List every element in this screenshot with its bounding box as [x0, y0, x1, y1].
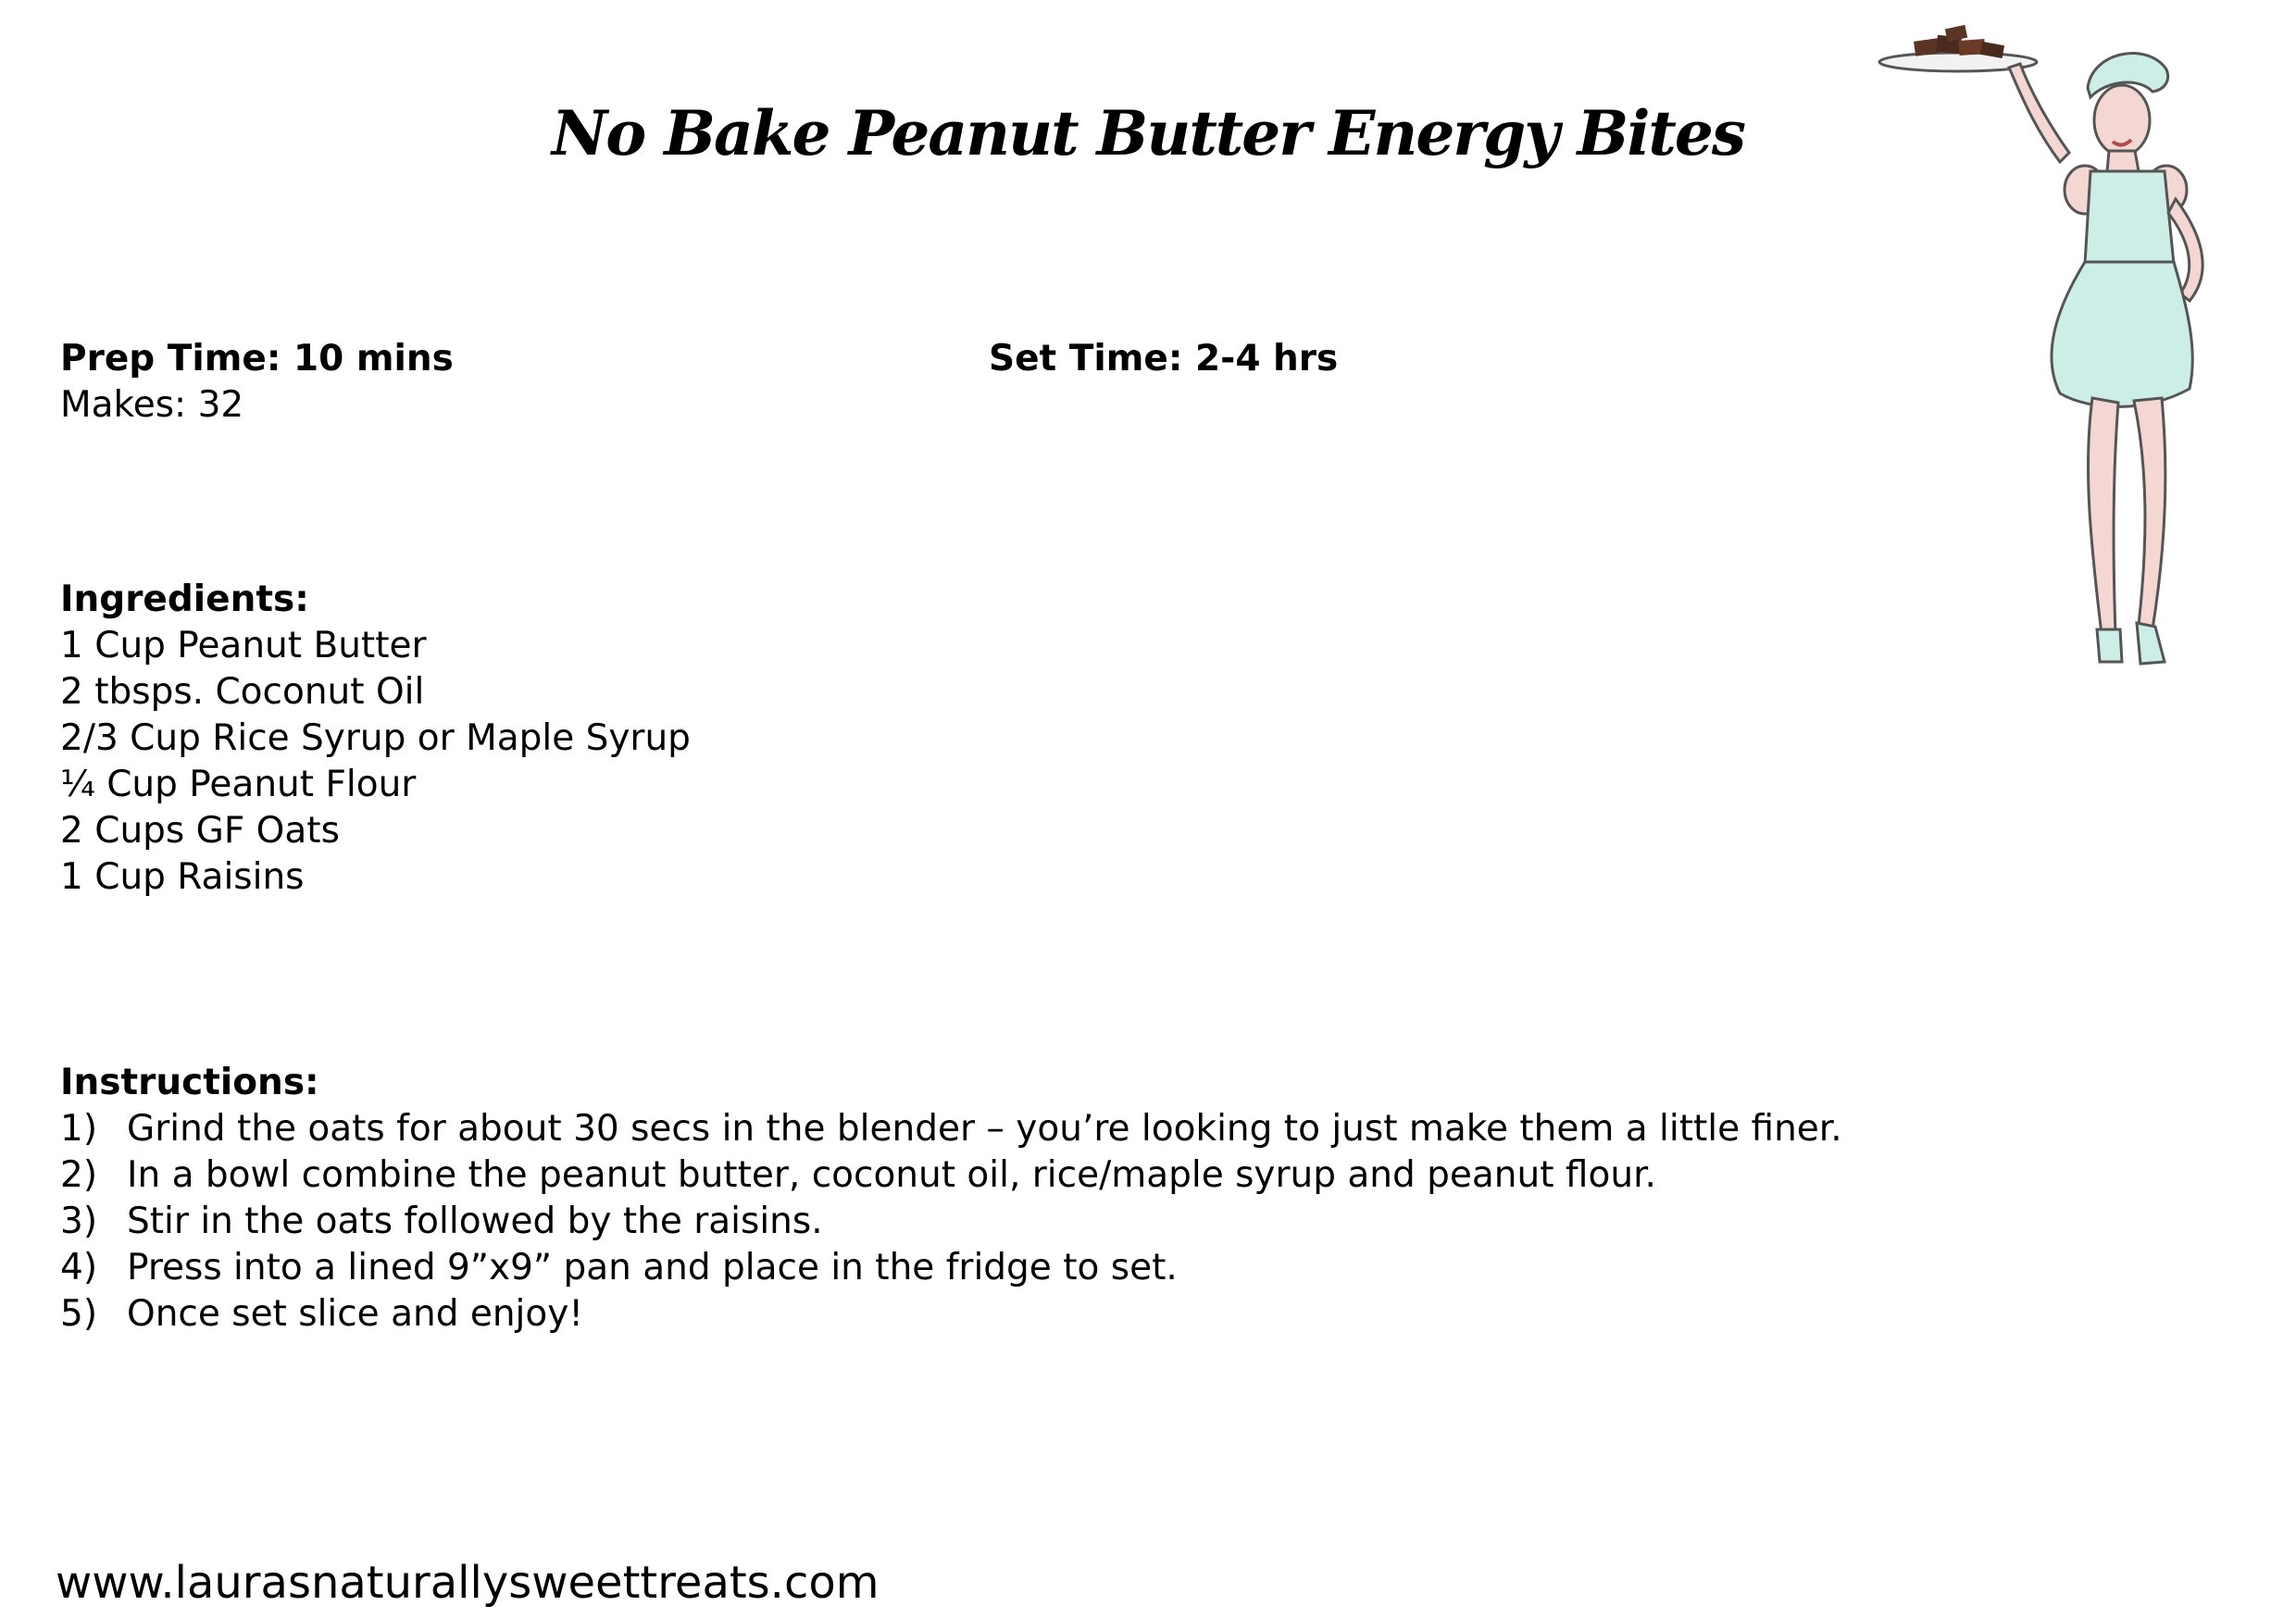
- website-url: www.laurasnaturallysweettreats.com: [56, 1557, 880, 1609]
- ingredient-item: ¼ Cup Peanut Flour: [60, 764, 417, 805]
- step-number: 4): [60, 1247, 98, 1288]
- pinup-waitress-illustration: [1870, 23, 2259, 708]
- step-text: Press into a lined 9”x9” pan and place in the fridge to set.: [127, 1247, 1178, 1288]
- instructions-heading: Instructions:: [60, 1062, 319, 1103]
- set-time: Set Time: 2-4 hrs: [989, 338, 1339, 380]
- ingredient-item: 2/3 Cup Rice Syrup or Maple Syrup: [60, 717, 691, 759]
- ingredients-heading: Ingredients:: [60, 579, 309, 620]
- brownies-icon: [1914, 25, 2004, 58]
- prep-time: Prep Time: 10 mins: [60, 338, 454, 380]
- step-number: 2): [60, 1154, 98, 1196]
- step-number: 1): [60, 1108, 98, 1150]
- recipe-title: No Bake Peanut Butter Energy Bites: [551, 97, 1745, 169]
- step-number: 3): [60, 1201, 98, 1242]
- ingredient-item: 2 tbsps. Coconut Oil: [60, 671, 425, 713]
- makes: Makes: 32: [60, 384, 244, 426]
- step-text: In a bowl combine the peanut butter, coconut oil, rice/maple syrup and peanut flour.: [127, 1154, 1656, 1196]
- step-text: Once set slice and enjoy!: [127, 1293, 583, 1335]
- ingredient-item: 2 Cups GF Oats: [60, 810, 340, 852]
- ingredient-item: 1 Cup Peanut Butter: [60, 625, 427, 666]
- step-text: Grind the oats for about 30 secs in the blender – you’re looking to just make them a little finer.: [127, 1108, 1842, 1150]
- step-text: Stir in the oats followed by the raisins.: [127, 1201, 823, 1242]
- step-number: 5): [60, 1293, 98, 1335]
- ingredient-item: 1 Cup Raisins: [60, 856, 305, 898]
